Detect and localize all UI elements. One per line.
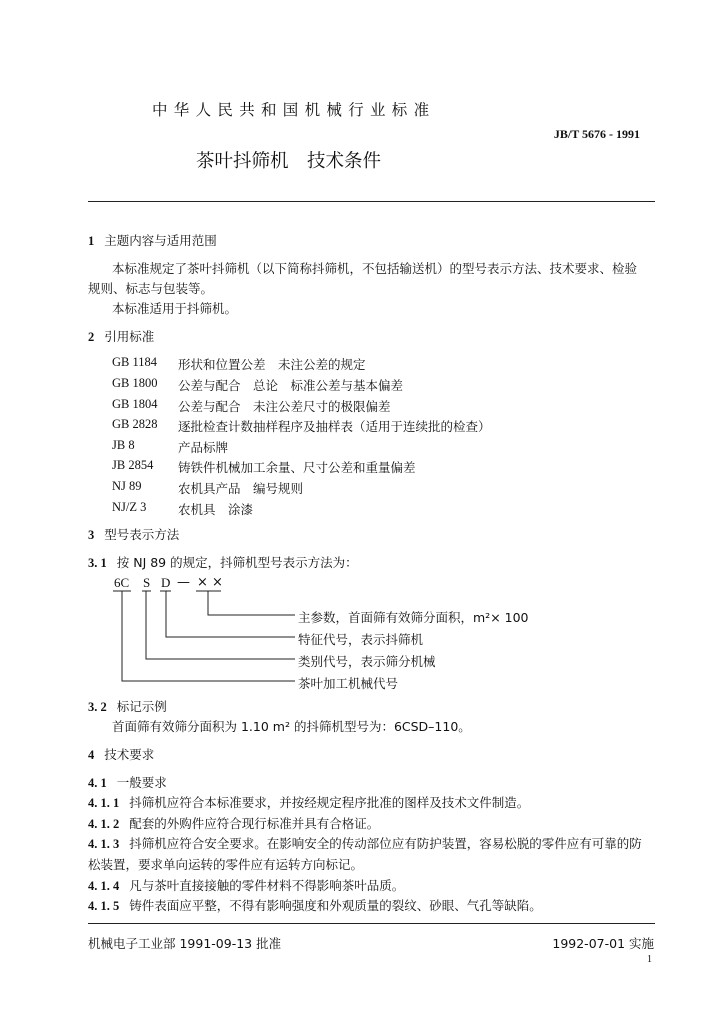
clause-number: 4. 1. 4 [88, 879, 120, 893]
clause-number: 4. 1. 5 [88, 899, 120, 913]
clause-item [88, 793, 529, 811]
reference-code: NJ/Z 3 [112, 500, 147, 514]
clause-title: 标记示例 [116, 699, 167, 714]
clause-text: 抖筛机应符合安全要求。在影响安全的传动部位应有防护装置，容易松脱的零件应有可靠的防 [129, 836, 642, 851]
reference-code: GB 2828 [112, 417, 158, 431]
reference-code: JB 8 [112, 438, 135, 452]
label-main-parameter: 主参数，首面筛有效筛分面积，m²× 100 [298, 610, 529, 625]
clause-title: 一般要求 [116, 775, 167, 790]
section-title: 引用标准 [104, 329, 155, 344]
clause-item [88, 834, 642, 852]
clause-4-1-heading [88, 773, 167, 791]
model-code-6c: 6C [114, 575, 130, 590]
clause-text: 配套的外购件应符合现行标准并具有合格证。 [129, 816, 380, 831]
reference-title: 农机具 涂漆 [178, 502, 254, 517]
section-title: 技术要求 [104, 747, 155, 762]
clause-text: 凡与茶叶直接接触的零件材料不得影响茶叶品质。 [129, 878, 405, 893]
reference-title: 农机具产品 编号规则 [178, 481, 304, 496]
marking-example-text: 首面筛有效筛分面积为 1.10 m² 的抖筛机型号为：6CSD–110。 [112, 719, 471, 734]
reference-title: 产品标牌 [178, 440, 229, 455]
page-number: 1 [647, 954, 652, 965]
document-title: 茶叶抖筛机 技术条件 [196, 151, 382, 172]
clause-number: 3. 2 [88, 700, 107, 714]
effective-date: 1992-07-01 实施 [552, 936, 654, 951]
clause-text: 铸件表面应平整，不得有影响强度和外观质量的裂纹、砂眼、气孔等缺陷。 [129, 898, 542, 913]
standard-number: JB/T 5676 - 1991 [553, 127, 640, 141]
issuing-standard-title: 中华人民共和国机械行业标准 [152, 101, 436, 119]
section-4-heading [88, 745, 154, 763]
section-1-paragraph: 本标准适用于抖筛机。 [112, 301, 238, 316]
clause-number: 4. 1. 1 [88, 796, 120, 810]
footer-divider [88, 923, 655, 924]
section-number: 4 [88, 748, 95, 762]
model-dash: — [177, 575, 190, 590]
reference-code: JB 2854 [112, 458, 154, 472]
clause-number: 4. 1 [88, 776, 107, 790]
clause-item-continuation: 松装置，要求单向运转的零件应有运转方向标记。 [88, 857, 364, 872]
section-1-paragraph-line: 本标准规定了茶叶抖筛机（以下简称抖筛机，不包括输送机）的型号表示方法、技术要求、检验 [112, 261, 638, 276]
label-category-code: 类别代号，表示筛分机械 [298, 654, 436, 669]
reference-title: 形状和位置公差 未注公差的规定 [178, 357, 366, 372]
reference-code: GB 1804 [112, 397, 158, 411]
reference-code: GB 1800 [112, 376, 158, 390]
clause-item [88, 814, 379, 832]
clause-number: 3. 1 [88, 556, 107, 570]
label-feature-code: 特征代号，表示抖筛机 [298, 632, 424, 647]
section-number: 2 [88, 330, 95, 344]
section-1-paragraph-line: 规则、标志与包装等。 [88, 281, 214, 296]
model-code-s: S [143, 575, 151, 590]
model-code-parameter: × × [197, 575, 223, 590]
label-machine-code: 茶叶加工机械代号 [298, 676, 399, 691]
clause-item [88, 896, 542, 914]
reference-code: NJ 89 [112, 479, 142, 493]
clause-number: 4. 1. 2 [88, 817, 120, 831]
reference-title: 公差与配合 未注公差尺寸的极限偏差 [178, 399, 391, 414]
clause-text: 按 NJ 89 的规定，抖筛机型号表示方法为： [116, 555, 358, 570]
reference-code: GB 1184 [112, 355, 158, 369]
section-title: 型号表示方法 [104, 527, 180, 542]
clause-3-2-heading [88, 697, 167, 715]
model-code-d: D [161, 575, 171, 590]
clause-number: 4. 1. 3 [88, 837, 120, 851]
approval-statement: 机械电子工业部 1991-09-13 批准 [88, 936, 282, 951]
clause-text: 抖筛机应符合本标准要求，并按经规定程序批准的图样及技术文件制造。 [129, 795, 530, 810]
reference-title: 铸铁件机械加工余量、尺寸公差和重量偏差 [178, 460, 416, 475]
section-title: 主题内容与适用范围 [104, 233, 217, 248]
reference-title: 逐批检查计数抽样程序及抽样表（适用于连续批的检查） [178, 419, 491, 434]
section-number: 3 [88, 528, 95, 542]
clause-item [88, 876, 404, 894]
reference-title: 公差与配合 总论 标准公差与基本偏差 [178, 378, 404, 393]
section-number: 1 [88, 234, 95, 248]
